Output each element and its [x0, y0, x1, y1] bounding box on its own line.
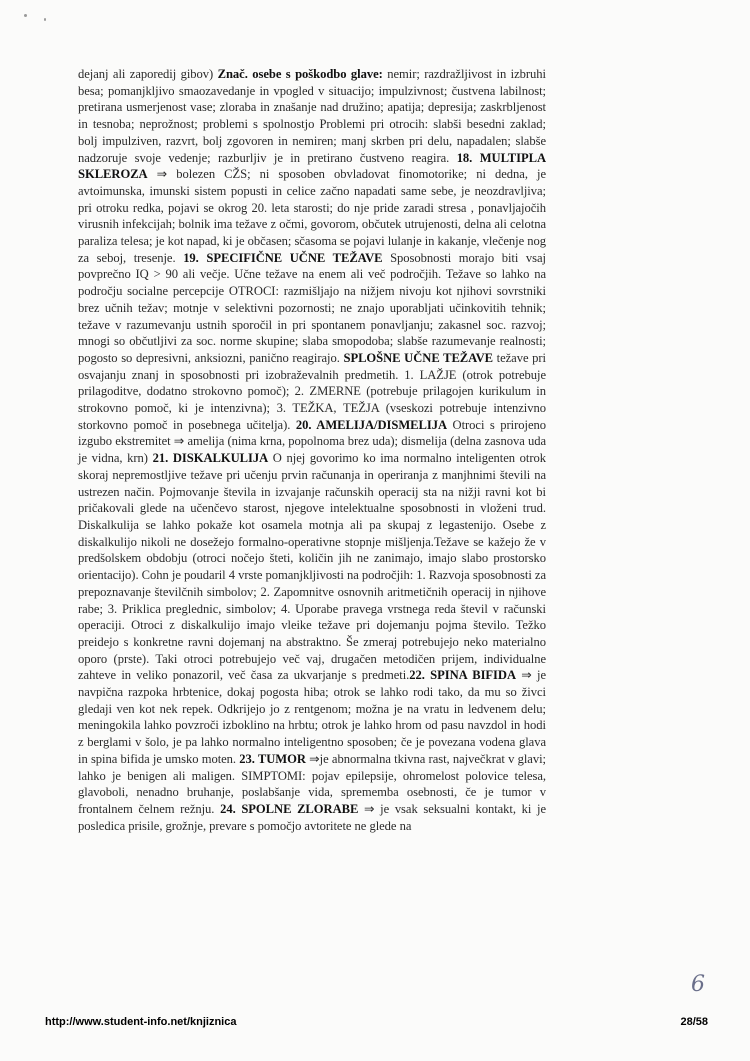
- section-heading: 22. SPINA BIFIDA: [409, 668, 516, 683]
- section-heading: 18. MULTIPLA SKLEROZA: [78, 150, 547, 182]
- section-heading: 21. DISKALKULIJA: [152, 451, 269, 466]
- handwritten-page-number: 6: [691, 972, 705, 997]
- section-heading: 19. SPECIFIČNE UČNE TEŽAVE: [183, 250, 383, 265]
- section-heading: 23. TUMOR: [239, 751, 306, 766]
- body-text-run: O njej govorimo ko ima normalno inteligenten otrok skoraj nepremostljive težave pri učenju prvin računanja in operiranja z manjhnimi števili na ustrezen način. Pojmovanje števila in izvajanje računskih operacij sta na nižji ravni kot bi pričakovali glede na učenčevo starost, njegove intelektualne sposobnosti in vloženi trud. Diskalkulija se lahko pokaže kot osamela motnja ali pa skupaj z legastenijo. Osebe z diskalkulijo nikoli ne dosežejo formalno-operativne stopnje mišljenja.Težave se kažejo že v predšolskem obdobju (otroci nočejo šteti, količin jih ne zanimajo, imajo slabo prostorsko orientacijo). Cohn je poudaril 4 vrste pomanjkljivosti na področjih: 1. Razvoja sposobnosti za prepoznavanje številčnih simbolov; 2. Zapomnitve osnovnih aritmetičnih operacij in njihove rabe; 3. Priklica preglednic, simbolov; 4. Uporabe pravega vrstnega reda števil v računski operaciji. Otroci z diskalkulijo imajo vleike težave pri dojemanju pojma število. Težko preidejo s konkretne ravni dojemanj na abstraktno. Še zmeraj potrebujejo neko materialno oporo (prste). Taki otroci potrebujejo več vaj, drugačen metodičen prijem, individualne zahteve in veliko ponazoril, več časa za ukvarjanje s predmeti.: [78, 451, 546, 683]
- body-text-run: Otroci s prirojeno izgubo ekstremitet ⇒ amelija (nima krna, popolnoma brez uda); dismelija (delna zasnova uda je vidna, krn): [78, 417, 547, 466]
- body-text-run: dejanj ali zaporedij gibov): [78, 67, 218, 81]
- scan-speck: [44, 18, 46, 21]
- section-heading: 24. SPOLNE ZLORABE: [220, 801, 359, 816]
- footer-page-number: 28/58: [680, 1016, 708, 1028]
- body-text-run: težave pri osvajanju znanj in sposobnosti pri izobraževalnih predmetih. 1. LAŽJE (otrok potrebuje prilagoditve, dodatno strokovno pomoč); 2. ZMERNE (potrebuje prilagojen kurikulum in strokovno pomoč, ki je intenzivna); 3. TEŽKA, TEŽJA (vseskozi potrebuje intenzivno storkovno pomoč in posebnega učitelja).: [78, 350, 546, 432]
- section-heading: 20. AMELIJA/DISMELIJA: [295, 417, 447, 432]
- footer: [45, 1016, 708, 1032]
- footer-url-link[interactable]: http://www.student-info.net/knjiznica: [45, 1016, 237, 1028]
- body-text-run: nemir; razdražljivost in izbruhi besa; pomanjkljivo smaozavedanje in vpogled v situacijo; impulzivnost; čustvena labilnost; pretirana usmerjenost vase; zloraba in znašanje nad družino; apatija; depresija; zaskrbljenost in tesnoba; neprožnost; problemi s spolnostjo Problemi pri otrocih: slabši besedni zaklad; bolj impulziven, razvrt, bolj zgovoren in nemiren; manj skrben pri delu, napadalen; slabše nadzoruje svoje vedenje; razburljiv je in pretirano čustveno reagira.: [78, 67, 546, 165]
- section-heading: Znač. osebe s poškodbo glave:: [217, 67, 383, 81]
- body-text-run: ⇒ je navpična razpoka hrbtenice, dokaj pogosta hiba; otrok se lahko rodi tako, da mu so živci gledaji ven kot nek repek. Odkrijejo jo z rentgenom; možna je na vratu in ledvenem delu; meningokila lahko povzroči izboklino na hrbtu; otrok je lahko hrom od pasu navzdol in hodi z berglami v šolo, je pa lahko normalno inteligentno sposoben; če je povezana vodena glava in spina bifida je umsko moten.: [78, 668, 546, 766]
- scan-speck: [24, 14, 27, 17]
- body-text-run: ⇒je abnormalna tkivna rast, največkrat v glavi; lahko je benigen ali maligen. SIMPTOMI: pojav epilepsije, ohromelost polovice telesa, glavoboli, nenadno bruhanje, poslabšanje vida, sprememba osebnosti, če je tumor v frontalnem čelnem režnju.: [78, 751, 546, 816]
- section-heading: SPLOŠNE UČNE TEŽAVE: [343, 350, 493, 365]
- body-text-run: Sposobnosti morajo biti vsaj povprečno IQ > 90 ali večje. Učne težave na enem ali več področjih. Težave so lahko na področju socialne percepcije OTROCI: razmišljajo na nižjem nivoju kot njihovi sovrstniki brez učnih težav; motnje v selektivni pozornosti; ne znajo uporabljati učinkovitih tehnik; težave v razumevanju ustnih sporočil in pri spontanem ponavljanju; zakasnel soc. razvoj; mnogi so občutljivi za soc. norme skupine; slaba smopodoba; slabše razumevanje realnosti; pogosto so depresivni, anksiozni, panično reagirajo.: [78, 250, 547, 365]
- body-text-run: ⇒ bolezen CŽS; ni sposoben obvladovat finomotorike; ni dedna, je avtoimunska, imunski sistem popusti in celice začno napadati same sebe, je neozdravljiva; pri otroku redka, pojavi se okrog 20. leta starosti; do nje pride zaradi stresa , ponavljajočih virusnih infekcijah; bolnik ima težave z očmi, govorom, občutek utrujenosti, delna ali celotna paraliza telesa; je kot napad, ki je občasen; sčasoma se pojavi lulanje in kakanje, vlečenje nog za seboj, tresenje.: [78, 167, 546, 265]
- body-text: [78, 66, 546, 834]
- body-text-run: ⇒ je vsak seksualni kontakt, ki je posledica prisile, grožnje, prevare s pomočjo avtoritete ne glede na: [78, 801, 546, 833]
